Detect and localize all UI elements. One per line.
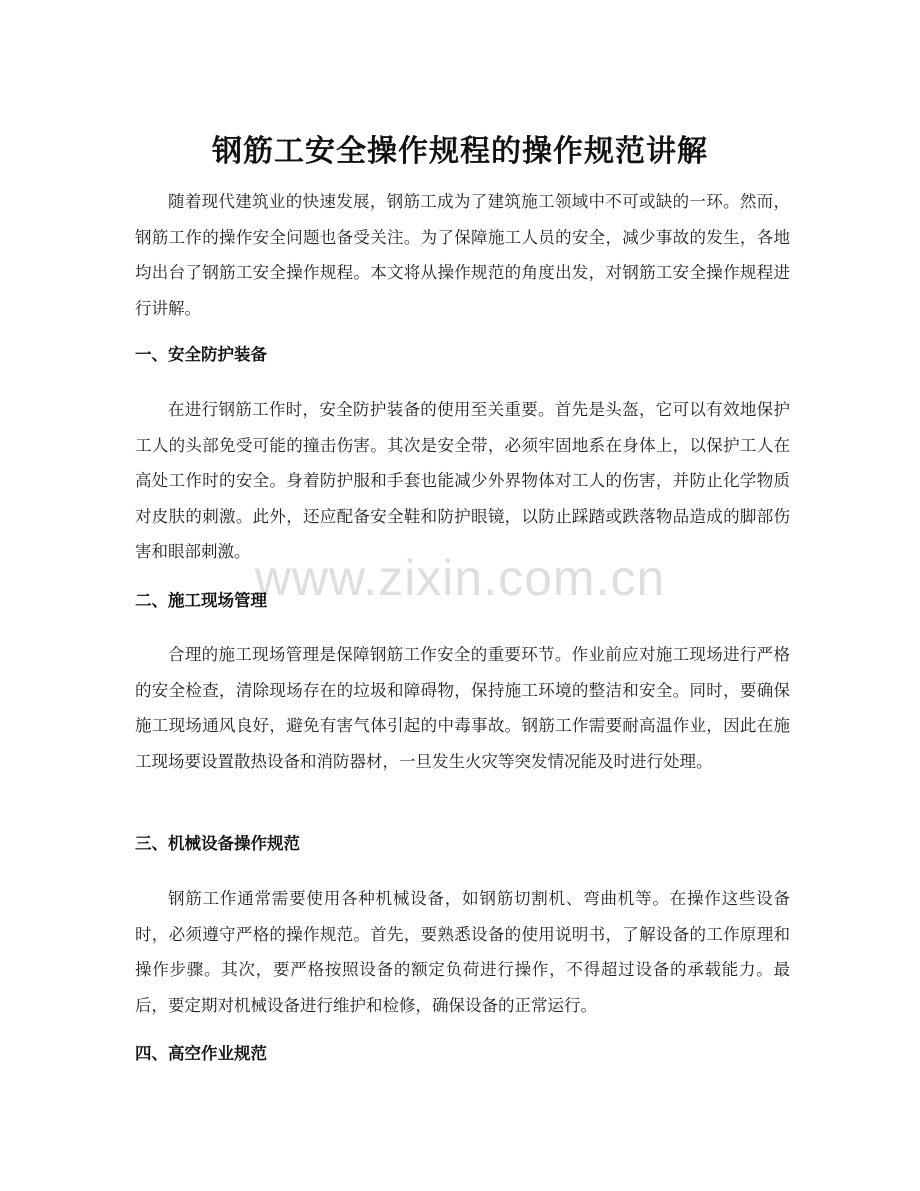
watermark: www.zixin.com.cn xyxy=(254,550,666,606)
section-heading-4: 四、高空作业规范 xyxy=(135,1044,267,1063)
section-heading-2: 二、施工现场管理 xyxy=(135,591,267,610)
section-body-1: 在进行钢筋工作时，安全防护装备的使用至关重要。首先是头盔，它可以有效地保护工人的头部免受可能的撞击伤害。其次是安全带，必须牢固地系在身体上，以保护工人在高处工作时的安全。身着防护服和手套也能减少外界物体对工人的伤害，并防止化学物质对皮肤的刺激。此外，还应配备安全鞋和防护眼镜，以防止踩踏或跌落物品造成的脚部伤害和眼部刺激。 xyxy=(135,400,790,561)
intro-paragraph: 随着现代建筑业的快速发展，钢筋工成为了建筑施工领域中不可或缺的一环。然而，钢筋工作的操作安全问题也备受关注。为了保障施工人员的安全，减少事故的发生，各地均出台了钢筋工安全操作规程。本文将从操作规范的角度出发，对钢筋工安全操作规程进行讲解。 xyxy=(135,192,790,318)
document-title: 钢筋工安全操作规程的操作规范讲解 xyxy=(212,134,708,170)
section-heading-1: 一、安全防护装备 xyxy=(135,345,267,364)
section-body-3: 钢筋工作通常需要使用各种机械设备，如钢筋切割机、弯曲机等。在操作这些设备时，必须遵守严格的操作规范。首先，要熟悉设备的使用说明书，了解设备的工作原理和操作步骤。其次，要严格按照设备的额定负荷进行操作，不得超过设备的承载能力。最后，要定期对机械设备进行维护和检修，确保设备的正常运行。 xyxy=(135,889,790,1015)
section-heading-3: 三、机械设备操作规范 xyxy=(135,834,300,853)
section-body-2: 合理的施工现场管理是保障钢筋工作安全的重要环节。作业前应对施工现场进行严格的安全检查，清除现场存在的垃圾和障碍物，保持施工环境的整洁和安全。同时，要确保施工现场通风良好，避免有害气体引起的中毒事故。钢筋工作需要耐高温作业，因此在施工现场要设置散热设备和消防器材，一旦发生火灾等突发情况能及时进行处理。 xyxy=(135,645,790,771)
